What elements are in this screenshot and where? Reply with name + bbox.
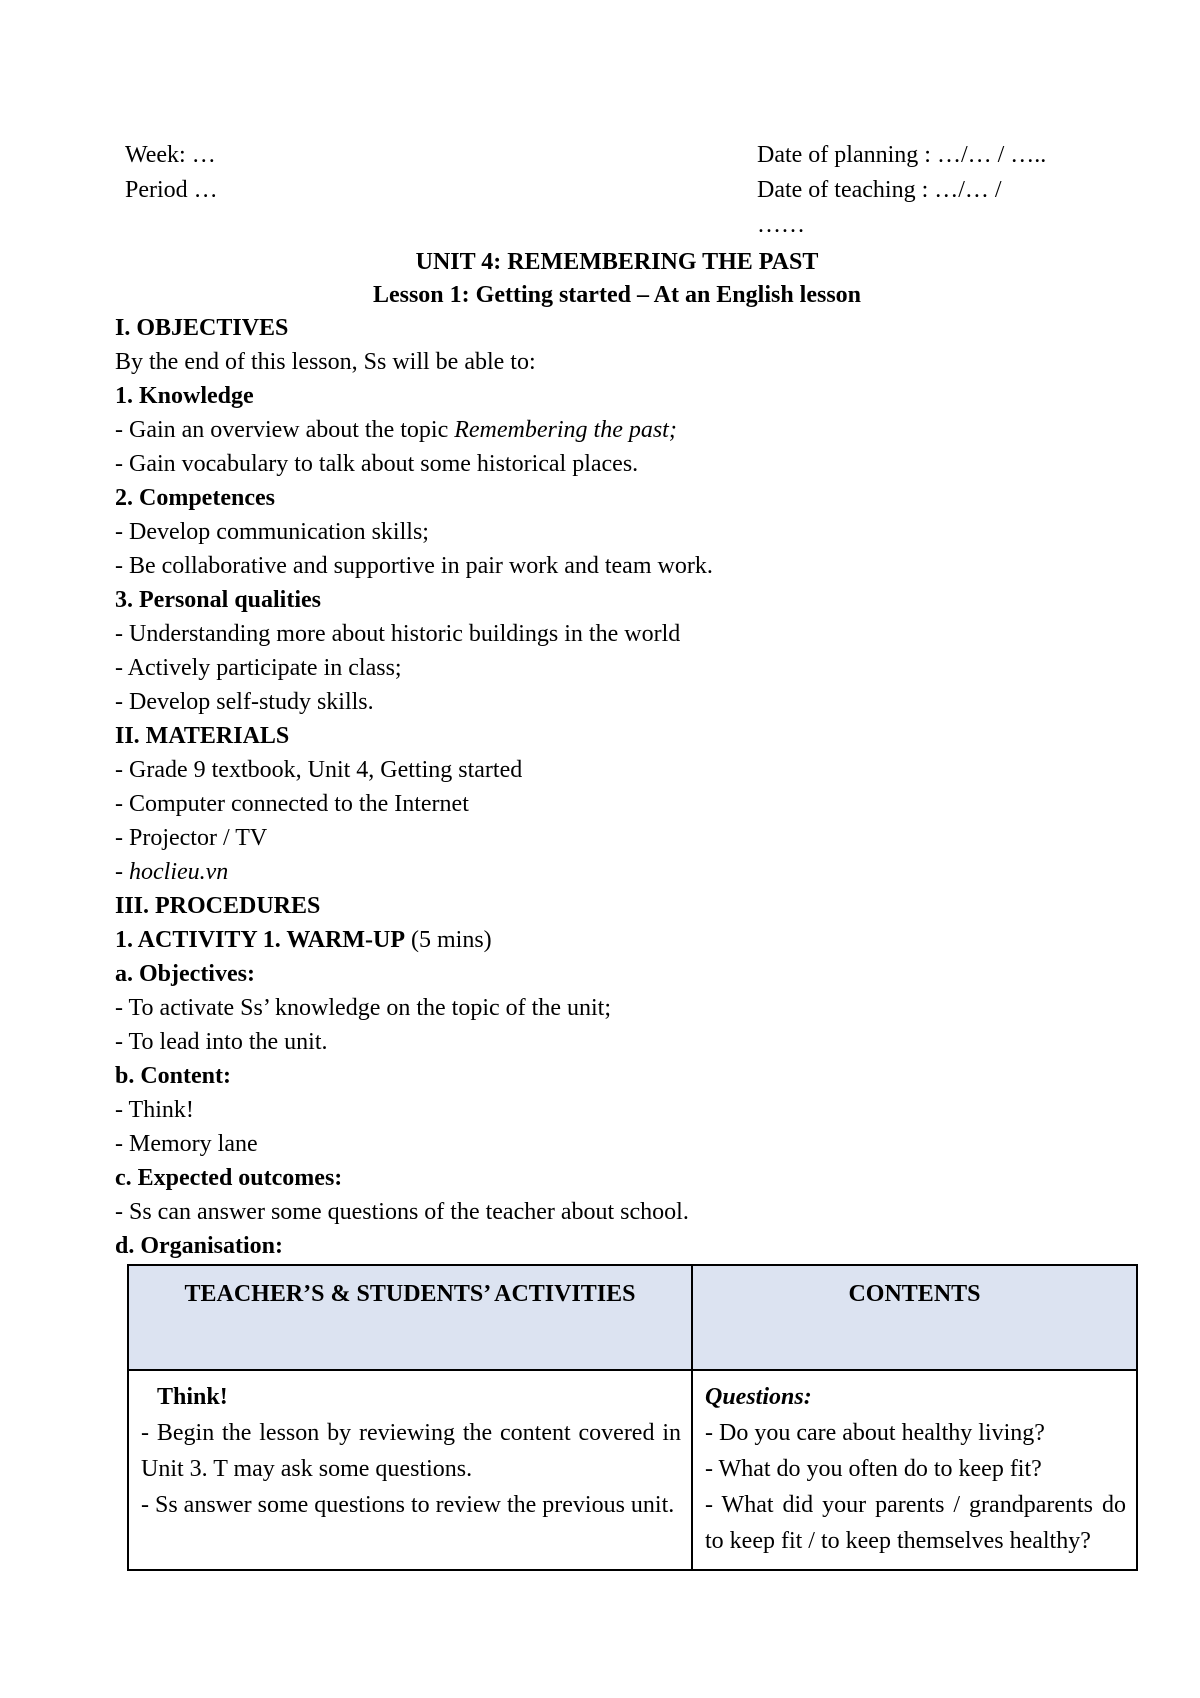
table-header-row (128, 1265, 1137, 1370)
activity-step-2: - Ss answer some questions to review the previous unit. (141, 1492, 675, 1518)
lesson-body (115, 311, 1135, 1263)
materials-item-3: - Projector / TV (115, 825, 268, 851)
d-organisation-heading: d. Organisation: (115, 1233, 284, 1259)
question-3: - What did your parents / grandparents do to keep fit / to keep themselves healthy? (705, 1492, 1126, 1554)
materials-item-1: - Grade 9 textbook, Unit 4, Getting started (115, 757, 523, 783)
header-contents: CONTENTS (692, 1265, 1137, 1370)
header-activities: TEACHER’S & STUDENTS’ ACTIVITIES (128, 1265, 692, 1370)
knowledge-heading: 1. Knowledge (115, 383, 254, 409)
a-objectives-heading: a. Objectives: (115, 961, 255, 987)
date-of-teaching: Date of teaching : …/… / (757, 177, 1002, 203)
a-objectives-item-2: - To lead into the unit. (115, 1029, 328, 1055)
b-content-item-2: - Memory lane (115, 1131, 258, 1157)
objectives-intro: By the end of this lesson, Ss will be able to: (115, 349, 536, 375)
qualities-item-1: - Understanding more about historic buildings in the world (115, 621, 681, 647)
unit-title: UNIT 4: REMEMBERING THE PAST (415, 249, 819, 275)
knowledge-item-1 (115, 413, 1135, 447)
think-label: Think! (157, 1384, 228, 1410)
materials-item-4-dash: - (115, 859, 129, 885)
lesson-title: Lesson 1: Getting started – At an English lesson (372, 282, 862, 308)
date-of-planning: Date of planning : …/… / ….. (757, 142, 1047, 168)
table-row (128, 1370, 1137, 1570)
objectives-heading: I. OBJECTIVES (115, 315, 289, 341)
b-content-item-1: - Think! (115, 1097, 194, 1123)
materials-item-4 (115, 855, 1135, 889)
hoclieu-link[interactable]: hoclieu.vn (129, 859, 229, 885)
a-objectives-item-1: - To activate Ss’ knowledge on the topic of the unit; (115, 995, 611, 1021)
c-outcomes-heading: c. Expected outcomes: (115, 1165, 343, 1191)
knowledge-item-1-prefix: - Gain an overview about the topic (115, 417, 455, 443)
c-outcomes-item-1: - Ss can answer some questions of the teacher about school. (115, 1199, 689, 1225)
organisation-table (127, 1264, 1138, 1571)
competences-item-2: - Be collaborative and supportive in pair work and team work. (115, 553, 713, 579)
qualities-heading: 3. Personal qualities (115, 587, 322, 613)
activity-step-1: - Begin the lesson by reviewing the content covered in Unit 3. T may ask some questions. (141, 1420, 681, 1482)
qualities-item-2: - Actively participate in class; (115, 655, 402, 681)
contents-cell (692, 1370, 1137, 1570)
procedures-heading: III. PROCEDURES (115, 893, 321, 919)
competences-heading: 2. Competences (115, 485, 275, 511)
activities-cell (128, 1370, 692, 1570)
question-2: - What do you often do to keep fit? (705, 1456, 1042, 1482)
activity-1-title: 1. ACTIVITY 1. WARM-UP (115, 927, 406, 953)
competences-item-1: - Develop communication skills; (115, 519, 429, 545)
b-content-heading: b. Content: (115, 1063, 232, 1089)
knowledge-item-1-topic: Remembering the past; (454, 417, 677, 443)
period-label: Period … (125, 177, 218, 203)
knowledge-item-2: - Gain vocabulary to talk about some historical places. (115, 451, 639, 477)
materials-heading: II. MATERIALS (115, 723, 290, 749)
question-1: - Do you care about healthy living? (705, 1420, 1045, 1446)
date-of-teaching-continued: …… (757, 212, 805, 238)
qualities-item-3: - Develop self-study skills. (115, 689, 374, 715)
activity-1-heading (115, 923, 1135, 957)
materials-item-2: - Computer connected to the Internet (115, 791, 469, 817)
week-label: Week: … (125, 142, 216, 168)
activity-1-time: (5 mins) (405, 927, 492, 953)
questions-label: Questions: (705, 1384, 812, 1410)
